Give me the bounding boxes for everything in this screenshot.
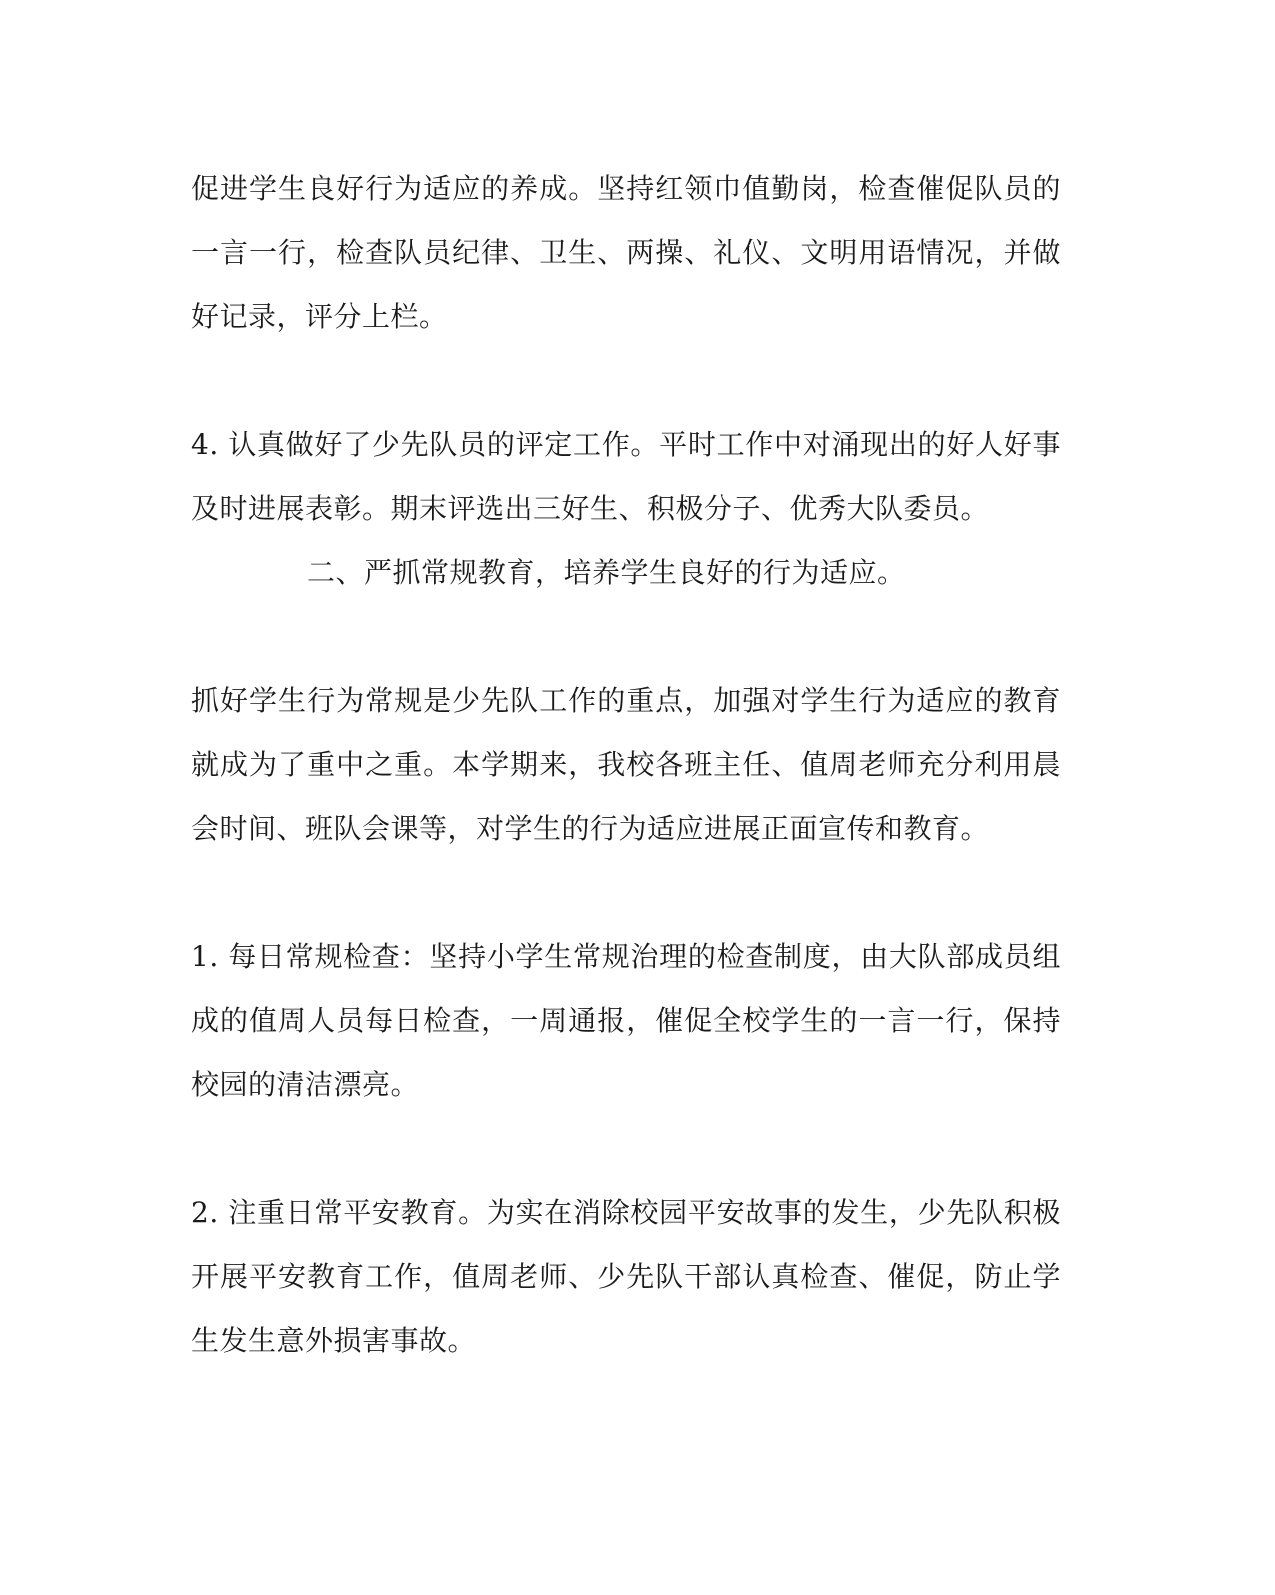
paragraph-line: 1. 每日常规检查：坚持小学生常规治理的检查制度，由大队部成员组	[191, 940, 1061, 973]
paragraph-line: 2. 注重日常平安教育。为实在消除校园平安故事的发生，少先队积极	[191, 1196, 1061, 1229]
paragraph-line: 一言一行，检查队员纪律、卫生、两操、礼仪、文明用语情况，并做	[191, 236, 1061, 269]
paragraph-line: 生发生意外损害事故。	[191, 1324, 477, 1357]
section-heading: 二、严抓常规教育，培养学生良好的行为适应。	[307, 556, 906, 589]
paragraph-line: 会时间、班队会课等，对学生的行为适应进展正面宣传和教育。	[191, 812, 990, 845]
paragraph-line: 及时进展表彰。期末评选出三好生、积极分子、优秀大队委员。	[191, 492, 990, 525]
paragraph-line: 成的值周人员每日检查，一周通报，催促全校学生的一言一行，保持	[191, 1004, 1061, 1037]
paragraph-line: 抓好学生行为常规是少先队工作的重点，加强对学生行为适应的教育	[191, 684, 1061, 717]
paragraph-line: 校园的清洁漂亮。	[191, 1068, 420, 1101]
paragraph-line: 就成为了重中之重。本学期来，我校各班主任、值周老师充分利用晨	[191, 748, 1061, 781]
paragraph-line: 好记录，评分上栏。	[191, 300, 448, 333]
paragraph-line: 4. 认真做好了少先队员的评定工作。平时工作中对涌现出的好人好事	[191, 428, 1061, 461]
paragraph-line: 促进学生良好行为适应的养成。坚持红领巾值勤岗，检查催促队员的	[191, 172, 1061, 205]
paragraph-line: 开展平安教育工作，值周老师、少先队干部认真检查、催促，防止学	[191, 1260, 1061, 1293]
